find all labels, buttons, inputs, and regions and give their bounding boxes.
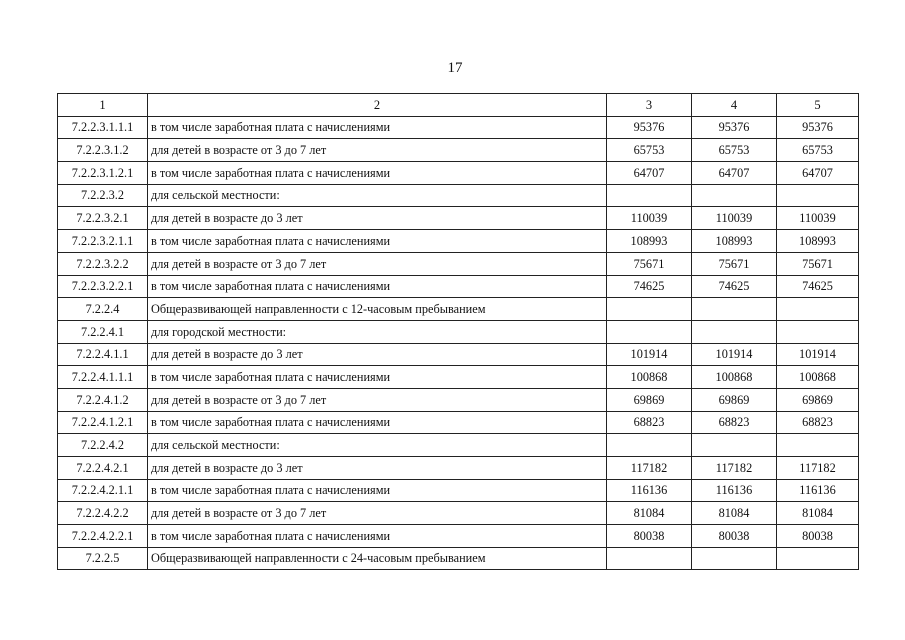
row-value-5-cell: 75671 [777,252,859,275]
row-value-5-cell [777,184,859,207]
row-code-cell: 7.2.2.4.1.2 [58,388,148,411]
column-header-value-3: 3 [607,94,692,117]
row-value-5-cell: 68823 [777,411,859,434]
row-code-cell: 7.2.2.3.2.1.1 [58,230,148,253]
row-description-cell: для детей в возрасте до 3 лет [148,457,607,480]
row-value-5-cell: 101914 [777,343,859,366]
table-row [58,525,859,548]
table-row [58,388,859,411]
row-value-5-cell: 80038 [777,525,859,548]
row-value-4-cell [692,434,777,457]
row-code-cell: 7.2.2.4.2.1 [58,457,148,480]
row-value-3-cell: 69869 [607,388,692,411]
table-row [58,207,859,230]
row-description-cell: в том числе заработная плата с начислениями [148,479,607,502]
table-row [58,184,859,207]
row-value-4-cell: 75671 [692,252,777,275]
table-row [58,252,859,275]
row-value-4-cell: 108993 [692,230,777,253]
row-value-4-cell: 117182 [692,457,777,480]
row-value-4-cell: 116136 [692,479,777,502]
row-description-cell: в том числе заработная плата с начислениями [148,162,607,185]
table-row [58,366,859,389]
table-row [58,139,859,162]
row-code-cell: 7.2.2.4.1 [58,320,148,343]
row-description-cell: Общеразвивающей направленности с 12-часовым пребыванием [148,298,607,321]
row-code-cell: 7.2.2.4.1.1 [58,343,148,366]
row-description-cell: в том числе заработная плата с начислениями [148,525,607,548]
row-code-cell: 7.2.2.5 [58,547,148,570]
row-value-3-cell: 116136 [607,479,692,502]
row-value-3-cell: 117182 [607,457,692,480]
row-value-4-cell: 64707 [692,162,777,185]
row-value-4-cell: 65753 [692,139,777,162]
row-value-5-cell [777,547,859,570]
row-code-cell: 7.2.2.3.1.1.1 [58,116,148,139]
row-value-4-cell: 69869 [692,388,777,411]
row-code-cell: 7.2.2.4.1.1.1 [58,366,148,389]
row-description-cell: для городской местности: [148,320,607,343]
row-value-5-cell: 64707 [777,162,859,185]
table-row [58,434,859,457]
row-value-5-cell: 65753 [777,139,859,162]
row-value-5-cell: 100868 [777,366,859,389]
row-value-3-cell: 65753 [607,139,692,162]
row-value-3-cell: 108993 [607,230,692,253]
row-value-3-cell: 80038 [607,525,692,548]
table-row [58,547,859,570]
row-value-3-cell: 81084 [607,502,692,525]
row-value-4-cell: 74625 [692,275,777,298]
row-value-4-cell: 110039 [692,207,777,230]
row-code-cell: 7.2.2.4.2 [58,434,148,457]
row-code-cell: 7.2.2.4.2.2.1 [58,525,148,548]
row-value-5-cell: 69869 [777,388,859,411]
row-code-cell: 7.2.2.3.1.2 [58,139,148,162]
row-value-5-cell: 116136 [777,479,859,502]
table-row [58,479,859,502]
row-code-cell: 7.2.2.3.1.2.1 [58,162,148,185]
column-header-value-5: 5 [777,94,859,117]
row-value-5-cell [777,298,859,321]
row-code-cell: 7.2.2.4.2.2 [58,502,148,525]
column-header-value-4: 4 [692,94,777,117]
row-description-cell: в том числе заработная плата с начислениями [148,411,607,434]
row-value-3-cell [607,547,692,570]
table-row [58,275,859,298]
row-value-4-cell: 80038 [692,525,777,548]
row-code-cell: 7.2.2.3.2 [58,184,148,207]
row-value-3-cell: 75671 [607,252,692,275]
row-description-cell: для сельской местности: [148,184,607,207]
row-value-3-cell: 68823 [607,411,692,434]
row-value-4-cell: 100868 [692,366,777,389]
row-description-cell: в том числе заработная плата с начислениями [148,230,607,253]
table-row [58,298,859,321]
table-row [58,343,859,366]
row-value-5-cell: 95376 [777,116,859,139]
row-description-cell: для детей в возрасте до 3 лет [148,207,607,230]
row-value-4-cell [692,298,777,321]
row-value-3-cell: 64707 [607,162,692,185]
row-description-cell: в том числе заработная плата с начислениями [148,116,607,139]
row-value-3-cell [607,184,692,207]
row-code-cell: 7.2.2.3.2.2 [58,252,148,275]
row-value-4-cell: 95376 [692,116,777,139]
row-value-5-cell: 110039 [777,207,859,230]
row-value-5-cell [777,434,859,457]
table-row [58,116,859,139]
row-value-3-cell: 110039 [607,207,692,230]
row-value-4-cell: 68823 [692,411,777,434]
row-description-cell: в том числе заработная плата с начислениями [148,275,607,298]
table-header-row [58,94,859,117]
column-header-description: 2 [148,94,607,117]
row-value-5-cell [777,320,859,343]
row-value-5-cell: 81084 [777,502,859,525]
row-description-cell: для детей в возрасте от 3 до 7 лет [148,139,607,162]
row-value-4-cell [692,184,777,207]
row-value-5-cell: 108993 [777,230,859,253]
row-description-cell: для детей в возрасте от 3 до 7 лет [148,502,607,525]
row-value-3-cell [607,320,692,343]
table-row [58,320,859,343]
row-value-5-cell: 74625 [777,275,859,298]
row-value-3-cell: 95376 [607,116,692,139]
table-row [58,502,859,525]
row-description-cell: в том числе заработная плата с начислениями [148,366,607,389]
row-value-4-cell [692,320,777,343]
table-row [58,411,859,434]
row-value-3-cell [607,298,692,321]
row-description-cell: для детей в возрасте от 3 до 7 лет [148,388,607,411]
row-value-4-cell: 81084 [692,502,777,525]
table-row [58,162,859,185]
table-body [58,116,859,570]
row-value-3-cell: 100868 [607,366,692,389]
row-code-cell: 7.2.2.3.2.2.1 [58,275,148,298]
row-code-cell: 7.2.2.4.2.1.1 [58,479,148,502]
row-code-cell: 7.2.2.3.2.1 [58,207,148,230]
column-header-code: 1 [58,94,148,117]
page-number: 17 [447,60,463,76]
row-description-cell: для детей в возрасте от 3 до 7 лет [148,252,607,275]
row-value-3-cell: 74625 [607,275,692,298]
row-code-cell: 7.2.2.4.1.2.1 [58,411,148,434]
data-table [57,93,859,570]
row-description-cell: Общеразвивающей направленности с 24-часовым пребыванием [148,547,607,570]
row-value-5-cell: 117182 [777,457,859,480]
row-value-3-cell: 101914 [607,343,692,366]
row-code-cell: 7.2.2.4 [58,298,148,321]
table-row [58,457,859,480]
row-value-4-cell [692,547,777,570]
table-row [58,230,859,253]
row-value-3-cell [607,434,692,457]
row-description-cell: для сельской местности: [148,434,607,457]
row-description-cell: для детей в возрасте до 3 лет [148,343,607,366]
row-value-4-cell: 101914 [692,343,777,366]
